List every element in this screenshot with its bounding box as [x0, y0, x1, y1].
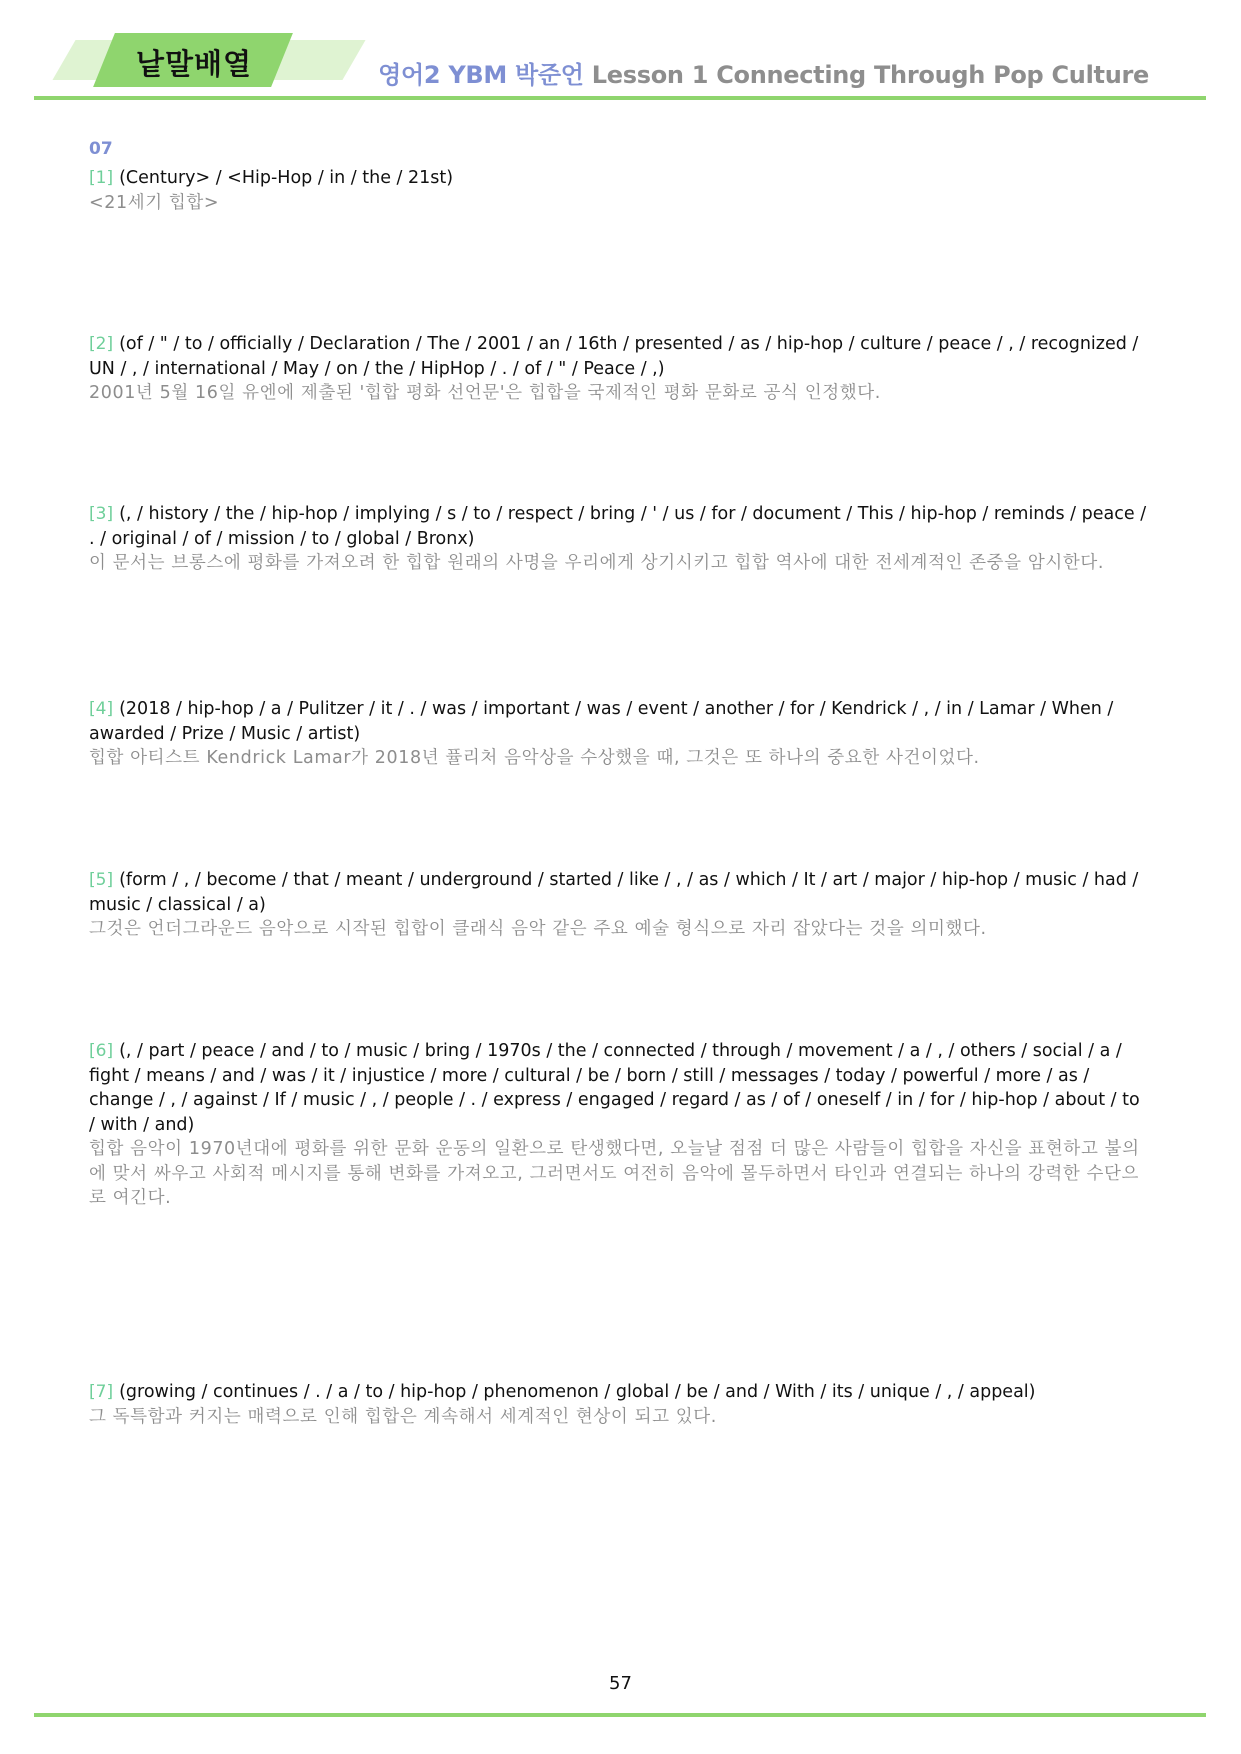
scrambled-words [89, 332, 1149, 381]
header-title-suffix: Lesson 1 Connecting Through Pop Culture [591, 61, 1149, 89]
item-number: [2] [89, 334, 114, 354]
korean-translation: 그 독특함과 커지는 매력으로 인해 힙합은 계속해서 세계적인 현상이 되고 있다. [89, 1406, 717, 1427]
sentence-item-3 [89, 502, 1149, 576]
header-title-prefix: 영어2 YBM 박준언 [378, 61, 584, 89]
scrambled-words [89, 697, 1149, 746]
item-number: [4] [89, 699, 114, 719]
korean-translation: 2001년 5월 16일 유엔에 제출된 '힙합 평화 선언문'은 힙합을 국제적인 평화 문화로 공식 인정했다. [89, 383, 881, 403]
logo-text: 낱말배열 [135, 47, 253, 81]
footer-divider [34, 1713, 1206, 1717]
sentence-item-6 [89, 1039, 1149, 1211]
header-divider [34, 96, 1206, 100]
item-number: [6] [89, 1041, 114, 1061]
sentence-item-1 [89, 166, 1149, 215]
sentence-item-2 [89, 332, 1149, 406]
page-number: 57 [609, 1673, 632, 1694]
header-title [378, 55, 1149, 90]
korean-translation: 힙합 음악이 1970년대에 평화를 위한 문화 운동의 일환으로 탄생했다면, 오늘날 점점 더 많은 사람들이 힙합을 자신을 표현하고 불의에 맞서 싸우고 사회적 메시지를 통해 변화를 가져오고, 그러면서도 여전히 음악에 몰두하면서 타인과 연결되는 하나의 강력한 수단으로 여긴다. [89, 1139, 1140, 1208]
scrambled-text: (, / part / peace / and / to / music / bring / 1970s / the / connected / through / movement / a / , / others / social / a / fight / means / and / was / it / injustice / more / cultural / be / born / still / messages / today / powerful / more / as / change / , / against / If / music / , / people / . / express / engaged / regard / as / of / oneself / in / for / hip-hop / about / to / with / and) [89, 1041, 1140, 1135]
sentence-item-4 [89, 697, 1149, 771]
scrambled-words [89, 502, 1149, 551]
item-number: [1] [89, 168, 114, 188]
scrambled-words [89, 166, 1149, 191]
sentence-item-5 [89, 868, 1149, 942]
scrambled-words [89, 1039, 1149, 1137]
item-number: [7] [89, 1382, 114, 1402]
scrambled-text: (of / " / to / officially / Declaration / The / 2001 / an / 16th / presented / as / hip-hop / culture / peace / , / recognized / UN / , / international / May / on / the / HipHop / . / of / " / Peace / ,) [89, 334, 1139, 379]
korean-translation: 그것은 언더그라운드 음악으로 시작된 힙합이 클래식 음악 같은 주요 예술 형식으로 자리 잡았다는 것을 의미했다. [89, 919, 987, 939]
korean-translation: 이 문서는 브롱스에 평화를 가져오려 한 힙합 원래의 사명을 우리에게 상기시키고 힙합 역사에 대한 전세계적인 존중을 암시한다. [89, 553, 1105, 573]
item-number: [5] [89, 870, 114, 890]
sentence-item-7 [89, 1380, 1149, 1429]
korean-translation: <21세기 힙합> [89, 192, 220, 213]
scrambled-text: (form / , / become / that / meant / underground / started / like / , / as / which / It / art / major / hip-hop / music / had / music / classical / a) [89, 870, 1139, 915]
item-number: [3] [89, 504, 114, 524]
page-header [0, 0, 1241, 110]
scrambled-words [89, 868, 1149, 917]
korean-translation: 힙합 아티스트 Kendrick Lamar가 2018년 퓰리처 음악상을 수상했을 때, 그것은 또 하나의 중요한 사건이었다. [89, 748, 980, 768]
scrambled-text: (2018 / hip-hop / a / Pulitzer / it / . / was / important / was / event / another / for / Kendrick / , / in / Lamar / When / awarded / Prize / Music / artist) [89, 699, 1114, 744]
question-number: 07 [89, 139, 113, 159]
scrambled-words [89, 1380, 1149, 1405]
scrambled-text: (, / history / the / hip-hop / implying / s / to / respect / bring / ' / us / for / document / This / hip-hop / reminds / peace / . / original / of / mission / to / global / Bronx) [89, 504, 1147, 549]
scrambled-text: (growing / continues / . / a / to / hip-hop / phenomenon / global / be / and / With / its / unique / , / appeal) [119, 1382, 1036, 1402]
scrambled-text: (Century> / <Hip-Hop / in / the / 21st) [119, 168, 454, 188]
